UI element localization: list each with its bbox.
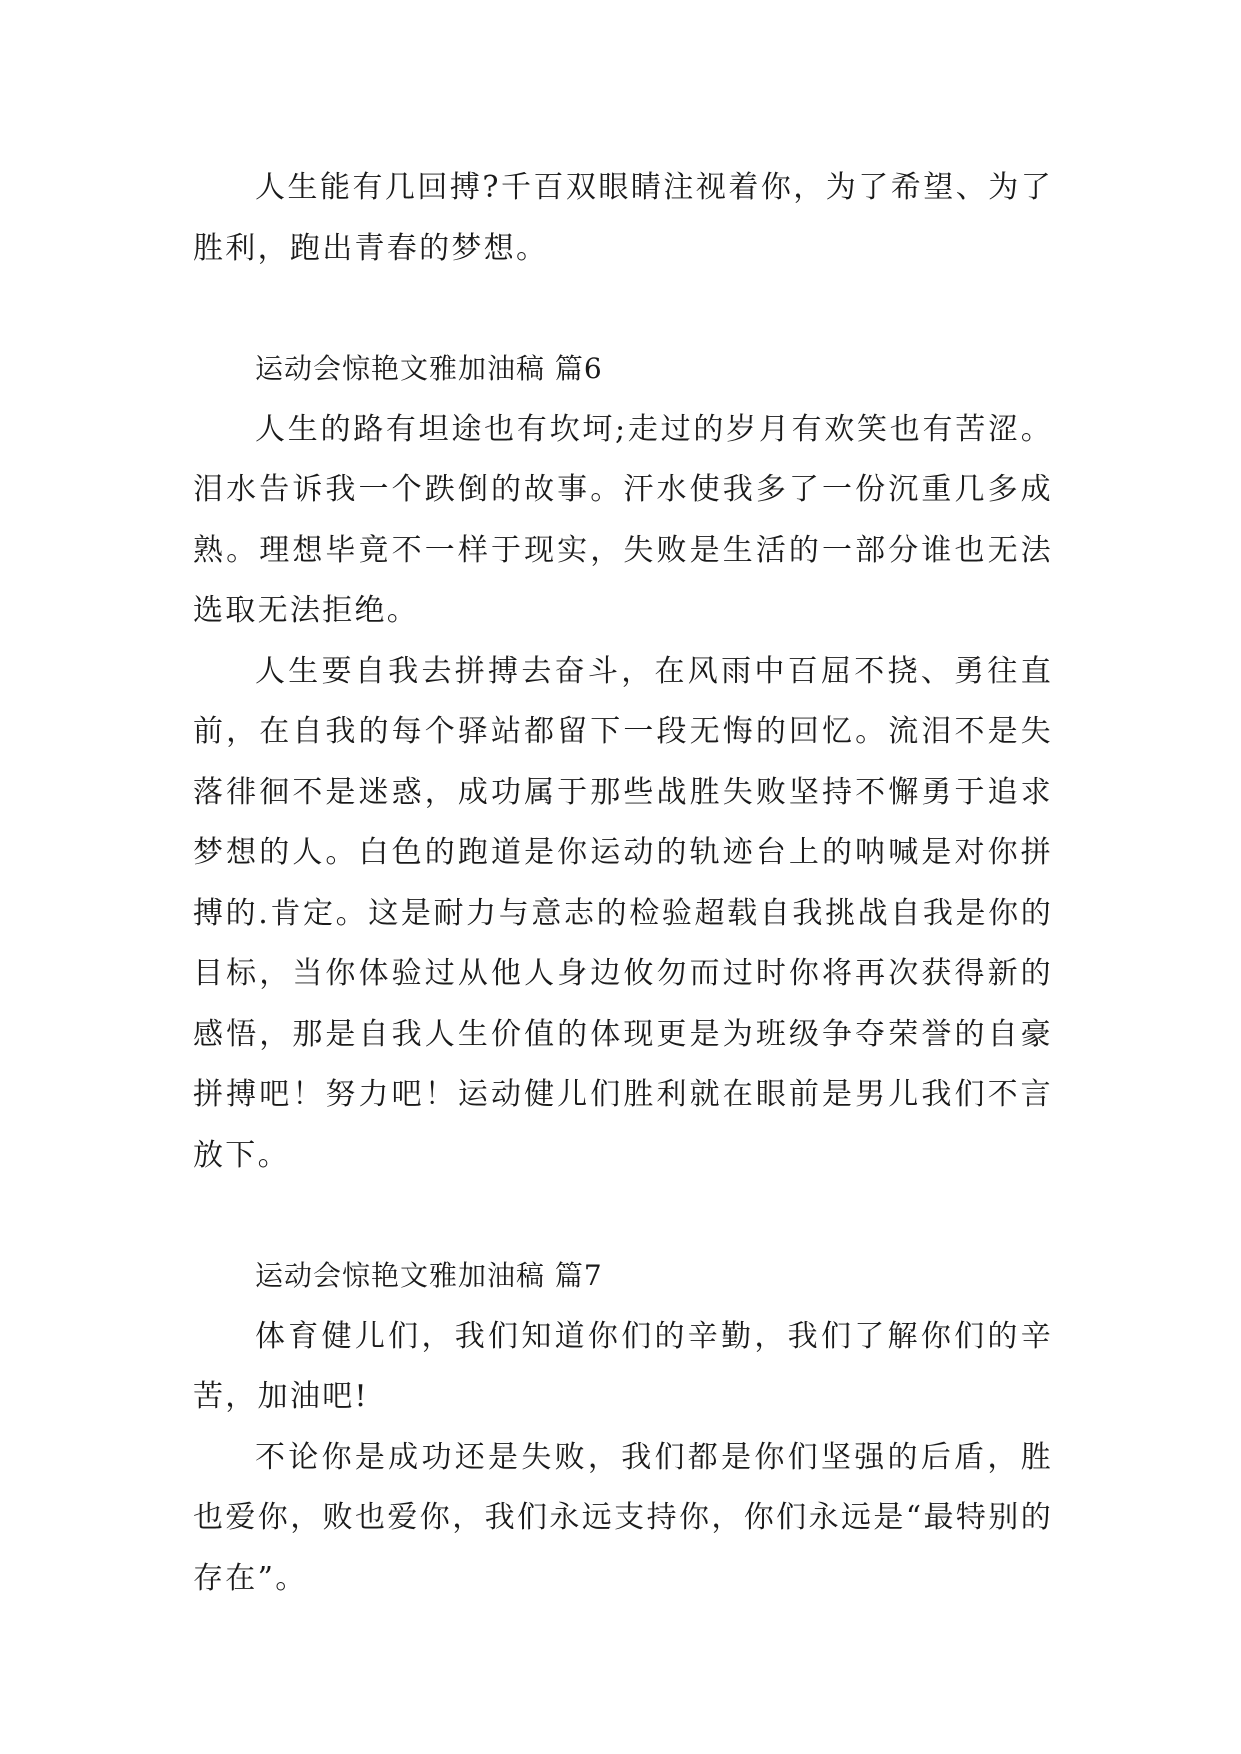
intro-paragraph: 人生能有几回搏?千百双眼睛注视着你，为了希望、为了胜利，跑出青春的梦想。 [193, 170, 1053, 266]
section-6-paragraph-1: 人生的路有坦途也有坎坷;走过的岁月有欢笑也有苦涩。泪水告诉我一个跌倒的故事。汗水使我多了一份沉重几多成熟。理想毕竟不一样于现实，失败是生活的一部分谁也无法选取无法拒绝。 [193, 411, 1053, 628]
section-spacer [193, 279, 1053, 339]
section-6-title: 运动会惊艳文雅加油稿 篇6 [255, 352, 603, 385]
document-body [193, 158, 1053, 1609]
section-7-paragraph-1: 体育健儿们，我们知道你们的辛勤，我们了解你们的辛苦，加油吧! [193, 1318, 1053, 1414]
section-7-title: 运动会惊艳文雅加油稿 篇7 [255, 1259, 603, 1292]
section-spacer [193, 1186, 1053, 1246]
section-7-paragraph-2: 不论你是成功还是失败，我们都是你们坚强的后盾，胜也爱你，败也爱你，我们永远支持你，你们永远是“最特别的存在”。 [193, 1439, 1053, 1596]
section-6-paragraph-2: 人生要自我去拼搏去奋斗，在风雨中百屈不挠、勇往直前，在自我的每个驿站都留下一段无悔的回忆。流泪不是失落徘徊不是迷惑，成功属于那些战胜失败坚持不懈勇于追求梦想的人。白色的跑道是你运动的轨迹台上的呐喊是对你拼搏的.肯定。这是耐力与意志的检验超载自我挑战自我是你的目标，当你体验过从他人身边攸勿而过时你将再次获得新的感悟，那是自我人生价值的体现更是为班级争夺荣誉的自豪拼搏吧！努力吧！运动健儿们胜利就在眼前是男儿我们不言放下。 [193, 653, 1053, 1173]
